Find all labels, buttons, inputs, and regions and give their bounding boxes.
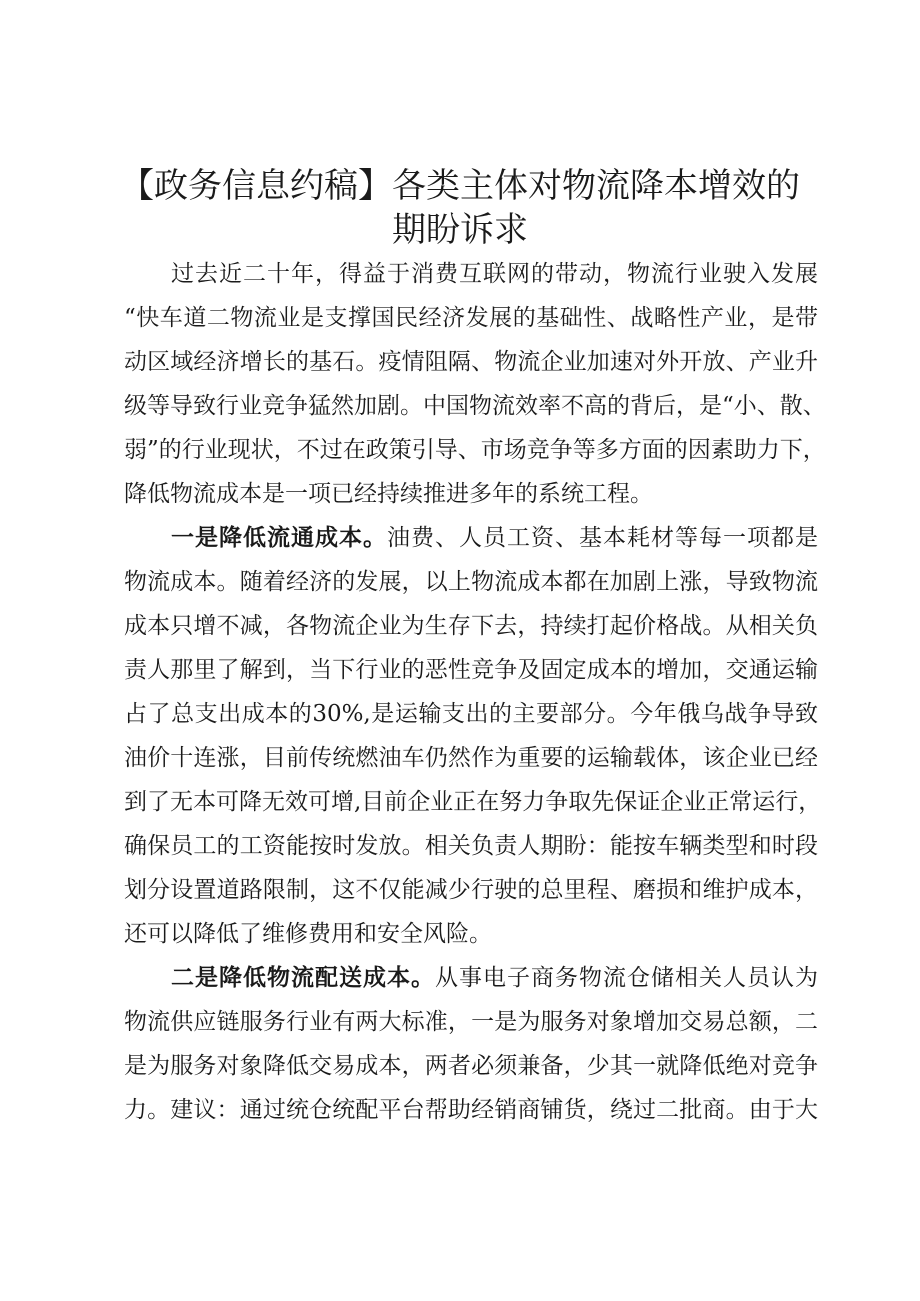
section2-first-line (171, 956, 818, 1000)
section1-line: 确保员工的工资能按时发放。相关负责人期盼：能按车辆类型和时段 (124, 833, 818, 859)
intro-line: 弱”的行业现状，不过在政策引导、市场竞争等多方面的因素助力下， (124, 437, 826, 463)
section1-line: 成本只增不减，各物流企业为生存下去，持续打起价格战。从相关负 (124, 613, 818, 639)
intro-line: 过去近二十年，得益于消费互联网的带动，物流行业驶入发展 (171, 261, 818, 287)
section1-first-line-text: 油费、人员工资、基本耗材等每一项都是 (387, 525, 818, 551)
section2-line: 物流供应链服务行业有两大标准，一是为服务对象增加交易总额，二 (124, 1009, 818, 1035)
section1-first-line (171, 516, 818, 560)
intro-line: 降低物流成本是一项已经持续推进多年的系统工程。 (124, 481, 653, 507)
section1-line: 物流成本。随着经济的发展，以上物流成本都在加剧上涨，导致物流 (124, 569, 818, 595)
section2-first-line-text: 从事电子商务物流仓储相关人员认为 (435, 965, 818, 991)
section1-line: 还可以降低了维修费用和安全风险。 (124, 921, 492, 947)
section1-line: 油价十连涨，目前传统燃油车仍然作为重要的运输载体，该企业已经 (124, 745, 818, 771)
section2-line: 力。建议：通过统仓统配平台帮助经销商铺货，绕过二批商。由于大 (124, 1097, 818, 1123)
section2-heading: 二是降低物流配送成本。 (171, 964, 435, 991)
section1-line: 占了总支出成本的30%,是运输支出的主要部分。今年俄乌战争导致 (124, 701, 818, 727)
intro-line: “快车道二物流业是支撑国民经济发展的基础性、战略性产业，是带 (124, 305, 818, 331)
intro-line: 级等导致行业竞争猛然加剧。中国物流效率不高的背后，是“小、散、 (124, 393, 826, 419)
section2-line: 是为服务对象降低交易成本，两者必须兼备，少其一就降低绝对竞争 (124, 1053, 818, 1079)
section1-line: 责人那里了解到，当下行业的恶性竞争及固定成本的增加，交通运输 (124, 657, 818, 683)
document-title-line-2: 期盼诉求 (392, 210, 528, 250)
section1-heading: 一是降低流通成本。 (171, 524, 387, 551)
section1-line: 划分设置道路限制，这不仅能减少行驶的总里程、磨损和维护成本， (124, 877, 818, 903)
intro-line: 动区域经济增长的基石。疫情阻隔、物流企业加速对外开放、产业升 (124, 349, 818, 375)
document-title-line-1: 【政务信息约稿】各类主体对物流降本增效的 (120, 166, 800, 206)
section1-line: 到了无本可降无效可增,目前企业正在努力争取先保证企业正常运行， (124, 789, 822, 815)
